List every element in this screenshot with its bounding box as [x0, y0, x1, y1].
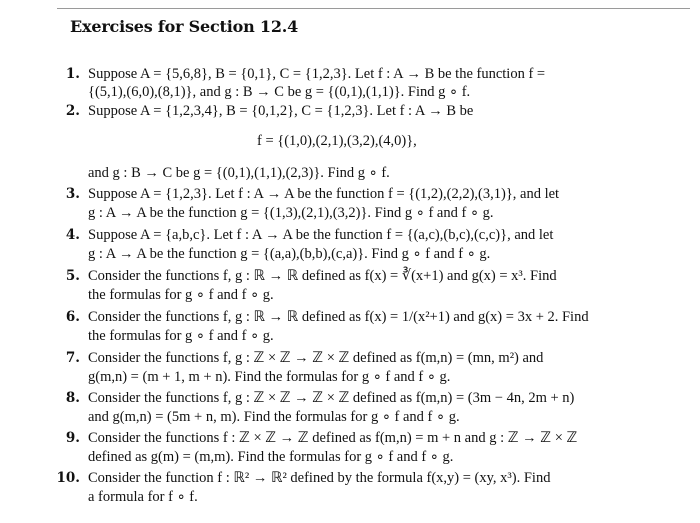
- exercise-6-number: 6.: [65, 309, 80, 325]
- exercise-10-line-1: Consider the function f : ℝ² → ℝ² defined by the formula f(x,y) = (xy, x³). Find: [88, 470, 551, 486]
- exercise-8-number: 8.: [65, 390, 80, 406]
- exercise-9-line-2: defined as g(m) = (m,m). Find the formulas for g ∘ f and f ∘ g.: [88, 449, 454, 465]
- exercise-9-number: 9.: [65, 430, 80, 446]
- exercise-5-line-1: Consider the functions f, g : ℝ → ℝ defined as f(x) = ∛(x+1) and g(x) = x³. Find: [88, 268, 557, 284]
- exercise-3-number: 3.: [65, 186, 80, 202]
- exercise-6-line-2: the formulas for g ∘ f and f ∘ g.: [88, 328, 274, 344]
- exercise-1-number: 1.: [65, 66, 80, 82]
- exercise-5-line-2: the formulas for g ∘ f and f ∘ g.: [88, 287, 274, 303]
- exercise-1-line-1: Suppose A = {5,6,8}, B = {0,1}, C = {1,2,3}. Let f : A → B be the function f =: [88, 66, 546, 82]
- exercise-9-line-1: Consider the functions f : ℤ × ℤ → ℤ defined as f(m,n) = m + n and g : ℤ → ℤ × ℤ: [88, 430, 578, 446]
- exercise-4-line-1: Suppose A = {a,b,c}. Let f : A → A be the function f = {(a,c),(b,c),(c,c)}, and let: [88, 227, 554, 243]
- exercise-2-line-after: and g : B → C be g = {(0,1),(1,1),(2,3)}. Find g ∘ f.: [88, 165, 390, 181]
- exercise-2-line-1: Suppose A = {1,2,3,4}, B = {0,1,2}, C = {1,2,3}. Let f : A → B be: [88, 103, 474, 119]
- exercise-4-line-2: g : A → A be the function g = {(a,a),(b,b),(c,a)}. Find g ∘ f and f ∘ g.: [88, 246, 491, 262]
- exercise-2-number: 2.: [65, 103, 80, 119]
- exercise-3-line-1: Suppose A = {1,2,3}. Let f : A → A be the function f = {(1,2),(2,2),(3,1)}, and let: [88, 186, 560, 202]
- exercise-6-line-1: Consider the functions f, g : ℝ → ℝ defined as f(x) = 1/(x²+1) and g(x) = 3x + 2. Find: [88, 309, 589, 325]
- exercise-4-number: 4.: [65, 227, 80, 243]
- exercise-10-line-2: a formula for f ∘ f.: [88, 489, 198, 505]
- exercise-1-line-2: {(5,1),(6,0),(8,1)}, and g : B → C be g = {(0,1),(1,1)}. Find g ∘ f.: [88, 84, 471, 100]
- exercise-7-number: 7.: [65, 350, 80, 366]
- section-title: Exercises for Section 12.4: [70, 17, 299, 36]
- exercise-5-number: 5.: [65, 268, 80, 284]
- exercise-8-line-2: and g(m,n) = (5m + n, m). Find the formulas for g ∘ f and f ∘ g.: [88, 409, 460, 425]
- exercise-2-display-equation: f = {(1,0),(2,1),(3,2),(4,0)},: [257, 133, 417, 149]
- exercise-10-number: 10.: [56, 470, 80, 486]
- exercise-7-line-1: Consider the functions f, g : ℤ × ℤ → ℤ × ℤ defined as f(m,n) = (mn, m²) and: [88, 350, 544, 366]
- exercise-7-line-2: g(m,n) = (m + 1, m + n). Find the formulas for g ∘ f and f ∘ g.: [88, 369, 451, 385]
- exercise-3-line-2: g : A → A be the function g = {(1,3),(2,1),(3,2)}. Find g ∘ f and f ∘ g.: [88, 205, 494, 221]
- exercise-8-line-1: Consider the functions f, g : ℤ × ℤ → ℤ × ℤ defined as f(m,n) = (3m − 4n, 2m + n): [88, 390, 575, 406]
